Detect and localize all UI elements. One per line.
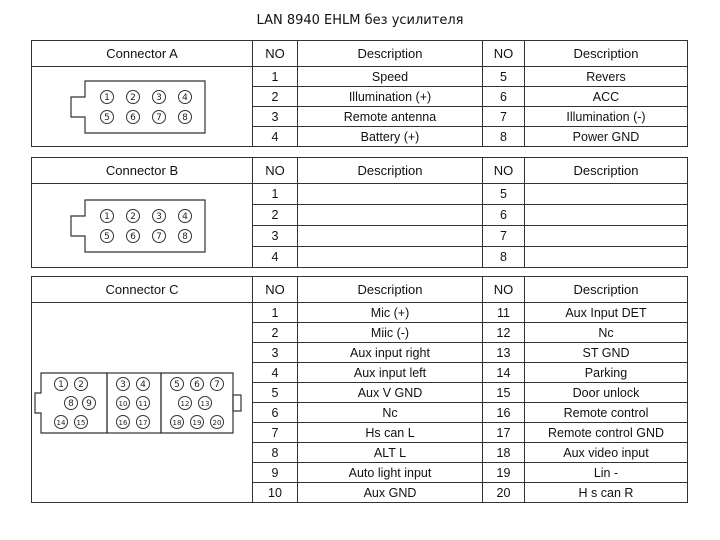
connector-pin <box>211 415 224 428</box>
pin-number: 20 <box>483 483 525 503</box>
header-no: NO <box>483 41 525 67</box>
header-description: Description <box>298 41 483 67</box>
connector-pin <box>153 110 166 123</box>
connector-c-illustration <box>33 369 251 437</box>
connector-pin-label: 2 <box>130 211 136 222</box>
pin-description: Remote control <box>525 403 688 423</box>
pin-number: 11 <box>483 303 525 323</box>
connector-pin <box>101 209 114 222</box>
connector-pin <box>101 90 114 103</box>
pin-description: ST GND <box>525 343 688 363</box>
connector-a-name: Connector A <box>32 41 253 67</box>
pin-description <box>525 184 688 205</box>
pin-description: Door unlock <box>525 383 688 403</box>
connector-pin <box>117 377 130 390</box>
connector-pin <box>75 377 88 390</box>
connector-pin <box>101 229 114 242</box>
pin-description <box>298 247 483 268</box>
connector-pin <box>137 415 150 428</box>
header-description: Description <box>525 277 688 303</box>
connector-pin <box>117 415 130 428</box>
connector-b-table <box>31 157 688 268</box>
pin-description <box>525 247 688 268</box>
pin-number: 3 <box>253 226 298 247</box>
connector-pin <box>179 229 192 242</box>
header-description: Description <box>525 41 688 67</box>
connector-pin-label: 8 <box>182 231 188 242</box>
pin-number: 7 <box>253 423 298 443</box>
connector-pin <box>127 90 140 103</box>
connector-pin-label: 7 <box>156 231 162 242</box>
header-description: Description <box>298 158 483 184</box>
pin-description: Illumination (-) <box>525 107 688 127</box>
pin-number: 7 <box>483 107 525 127</box>
connector-pin <box>171 377 184 390</box>
connector-pin <box>127 209 140 222</box>
connector-pin-label: 6 <box>130 231 136 242</box>
pin-description <box>525 226 688 247</box>
connector-pin-label: 20 <box>212 418 222 427</box>
connector-pin <box>55 415 68 428</box>
pin-description: Nc <box>298 403 483 423</box>
pin-number: 6 <box>253 403 298 423</box>
pin-number: 19 <box>483 463 525 483</box>
connector-pin-label: 1 <box>104 211 110 222</box>
connector-a-diagram <box>32 67 253 147</box>
pin-description <box>298 226 483 247</box>
connector-pin <box>127 110 140 123</box>
connector-c-name: Connector C <box>32 277 253 303</box>
pin-description: Aux input left <box>298 363 483 383</box>
pin-number: 2 <box>253 323 298 343</box>
connector-pin-label: 8 <box>182 112 188 123</box>
pin-number: 4 <box>253 363 298 383</box>
connector-pin <box>117 396 130 409</box>
pin-description <box>298 205 483 226</box>
connector-pin <box>137 377 150 390</box>
pin-description: Parking <box>525 363 688 383</box>
connector-pin-label: 18 <box>172 418 182 427</box>
connector-pin-label: 13 <box>200 399 210 408</box>
connector-pin-label: 6 <box>194 379 200 390</box>
pin-number: 10 <box>253 483 298 503</box>
pin-description: Aux input right <box>298 343 483 363</box>
connector-pin <box>153 229 166 242</box>
pin-description: Hs can L <box>298 423 483 443</box>
connector-pin-label: 5 <box>104 112 110 123</box>
pin-description <box>525 205 688 226</box>
connector-pin <box>127 229 140 242</box>
pin-description: Remote antenna <box>298 107 483 127</box>
pin-number: 1 <box>253 67 298 87</box>
connector-pin-label: 5 <box>104 231 110 242</box>
connector-pin-label: 1 <box>104 92 110 103</box>
pin-description: Miic (-) <box>298 323 483 343</box>
connector-pin-label: 4 <box>140 379 146 390</box>
pin-number: 8 <box>253 443 298 463</box>
connector-pin-label: 16 <box>118 418 128 427</box>
pin-description: Aux GND <box>298 483 483 503</box>
connector-pin <box>179 110 192 123</box>
pin-description: Nc <box>525 323 688 343</box>
pin-number: 17 <box>483 423 525 443</box>
pin-description: Battery (+) <box>298 127 483 147</box>
pin-number: 5 <box>253 383 298 403</box>
pin-number: 1 <box>253 184 298 205</box>
connector-pin <box>199 396 212 409</box>
connector-b-illustration <box>67 196 217 256</box>
pin-description <box>298 184 483 205</box>
connector-pin <box>55 377 68 390</box>
pin-number: 3 <box>253 107 298 127</box>
connector-pin <box>101 110 114 123</box>
pin-number: 4 <box>253 247 298 268</box>
connector-pin <box>179 90 192 103</box>
pin-description: Auto light input <box>298 463 483 483</box>
pin-number: 8 <box>483 247 525 268</box>
connector-pin-label: 12 <box>180 399 190 408</box>
connector-pin <box>65 396 78 409</box>
header-no: NO <box>253 277 298 303</box>
pin-number: 2 <box>253 205 298 226</box>
connector-pin <box>191 415 204 428</box>
pin-number: 7 <box>483 226 525 247</box>
connector-pin-label: 8 <box>68 398 74 409</box>
connector-pin-label: 6 <box>130 112 136 123</box>
pin-number: 6 <box>483 205 525 226</box>
connector-pin <box>153 209 166 222</box>
connector-pin <box>137 396 150 409</box>
pin-description: H s can R <box>525 483 688 503</box>
page-title: LAN 8940 EHLM без усилителя <box>256 13 464 28</box>
pin-number: 12 <box>483 323 525 343</box>
pin-description: Aux video input <box>525 443 688 463</box>
pin-number: 16 <box>483 403 525 423</box>
header-no: NO <box>253 158 298 184</box>
connector-pin-label: 1 <box>58 379 64 390</box>
pin-number: 9 <box>253 463 298 483</box>
connector-pin-label: 11 <box>138 399 148 408</box>
connector-pin <box>191 377 204 390</box>
connector-pin-label: 4 <box>182 92 188 103</box>
connector-pin-label: 10 <box>118 399 128 408</box>
connector-c-diagram <box>32 303 253 503</box>
connector-a-illustration <box>67 77 217 137</box>
pin-number: 4 <box>253 127 298 147</box>
pin-number: 5 <box>483 184 525 205</box>
connector-pin-label: 2 <box>78 379 84 390</box>
pin-number: 6 <box>483 87 525 107</box>
connector-pin-label: 19 <box>192 418 202 427</box>
connector-pin <box>179 209 192 222</box>
connector-pin-label: 5 <box>174 379 180 390</box>
connector-pin-label: 4 <box>182 211 188 222</box>
pin-number: 8 <box>483 127 525 147</box>
connector-pin-label: 7 <box>214 379 220 390</box>
connector-pin-label: 3 <box>156 211 162 222</box>
pin-description: Power GND <box>525 127 688 147</box>
pin-description: Lin - <box>525 463 688 483</box>
connector-pin-label: 7 <box>156 112 162 123</box>
connector-b-diagram <box>32 184 253 268</box>
connector-c-table <box>31 276 688 503</box>
connector-pin <box>153 90 166 103</box>
header-description: Description <box>525 158 688 184</box>
connector-pin-label: 17 <box>138 418 148 427</box>
header-no: NO <box>483 277 525 303</box>
pin-description: Mic (+) <box>298 303 483 323</box>
pin-number: 15 <box>483 383 525 403</box>
header-description: Description <box>298 277 483 303</box>
connector-pin-label: 9 <box>86 398 92 409</box>
pin-description: Remote control GND <box>525 423 688 443</box>
pin-description: ACC <box>525 87 688 107</box>
connector-pin-label: 15 <box>76 418 86 427</box>
pin-description: ALT L <box>298 443 483 463</box>
connector-pin-label: 2 <box>130 92 136 103</box>
connector-pin-label: 3 <box>156 92 162 103</box>
connector-pin <box>83 396 96 409</box>
header-no: NO <box>483 158 525 184</box>
pin-number: 2 <box>253 87 298 107</box>
connector-pin <box>171 415 184 428</box>
pin-number: 3 <box>253 343 298 363</box>
connector-b-name: Connector B <box>32 158 253 184</box>
connector-pin <box>75 415 88 428</box>
pin-description: Revers <box>525 67 688 87</box>
connector-pin-label: 14 <box>56 418 66 427</box>
pin-description: Aux Input DET <box>525 303 688 323</box>
pin-number: 5 <box>483 67 525 87</box>
header-no: NO <box>253 41 298 67</box>
connector-pin <box>211 377 224 390</box>
pin-number: 1 <box>253 303 298 323</box>
connector-pin <box>179 396 192 409</box>
pin-description: Aux V GND <box>298 383 483 403</box>
pin-description: Speed <box>298 67 483 87</box>
pin-number: 18 <box>483 443 525 463</box>
pin-number: 14 <box>483 363 525 383</box>
connector-a-table <box>31 40 688 147</box>
pin-number: 13 <box>483 343 525 363</box>
connector-pin-label: 3 <box>120 379 126 390</box>
pin-description: Illumination (+) <box>298 87 483 107</box>
